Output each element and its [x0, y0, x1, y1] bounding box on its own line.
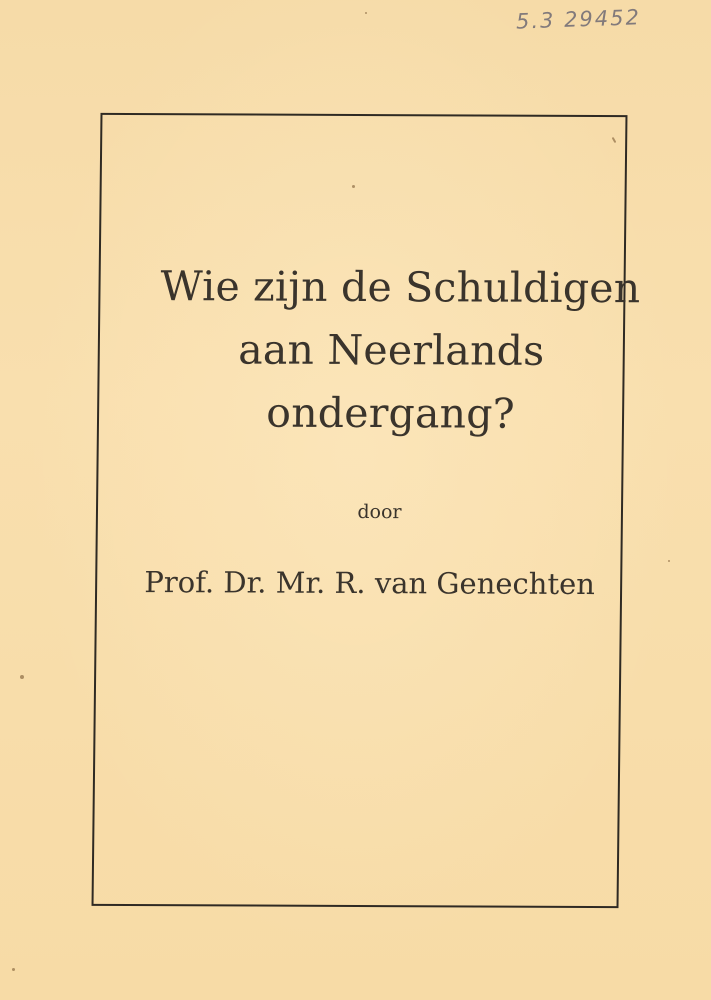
cover-title [159, 255, 641, 446]
paper-speck [365, 12, 367, 14]
author-name: Prof. Dr. Mr. R. van Genechten [144, 565, 596, 602]
paper-speck [20, 675, 24, 679]
title-line-3: ondergang? [266, 388, 516, 438]
paper-speck [12, 968, 15, 971]
paper-speck [668, 560, 670, 562]
cover-border-frame [92, 113, 641, 908]
title-line-1: Wie zijn de Schuldigen [160, 262, 641, 313]
byline-door: door [357, 500, 402, 524]
archive-catalog-number: 5.3 29452 [515, 5, 642, 34]
title-line-2: aan Neerlands [237, 325, 545, 375]
paper-speck [352, 185, 355, 188]
